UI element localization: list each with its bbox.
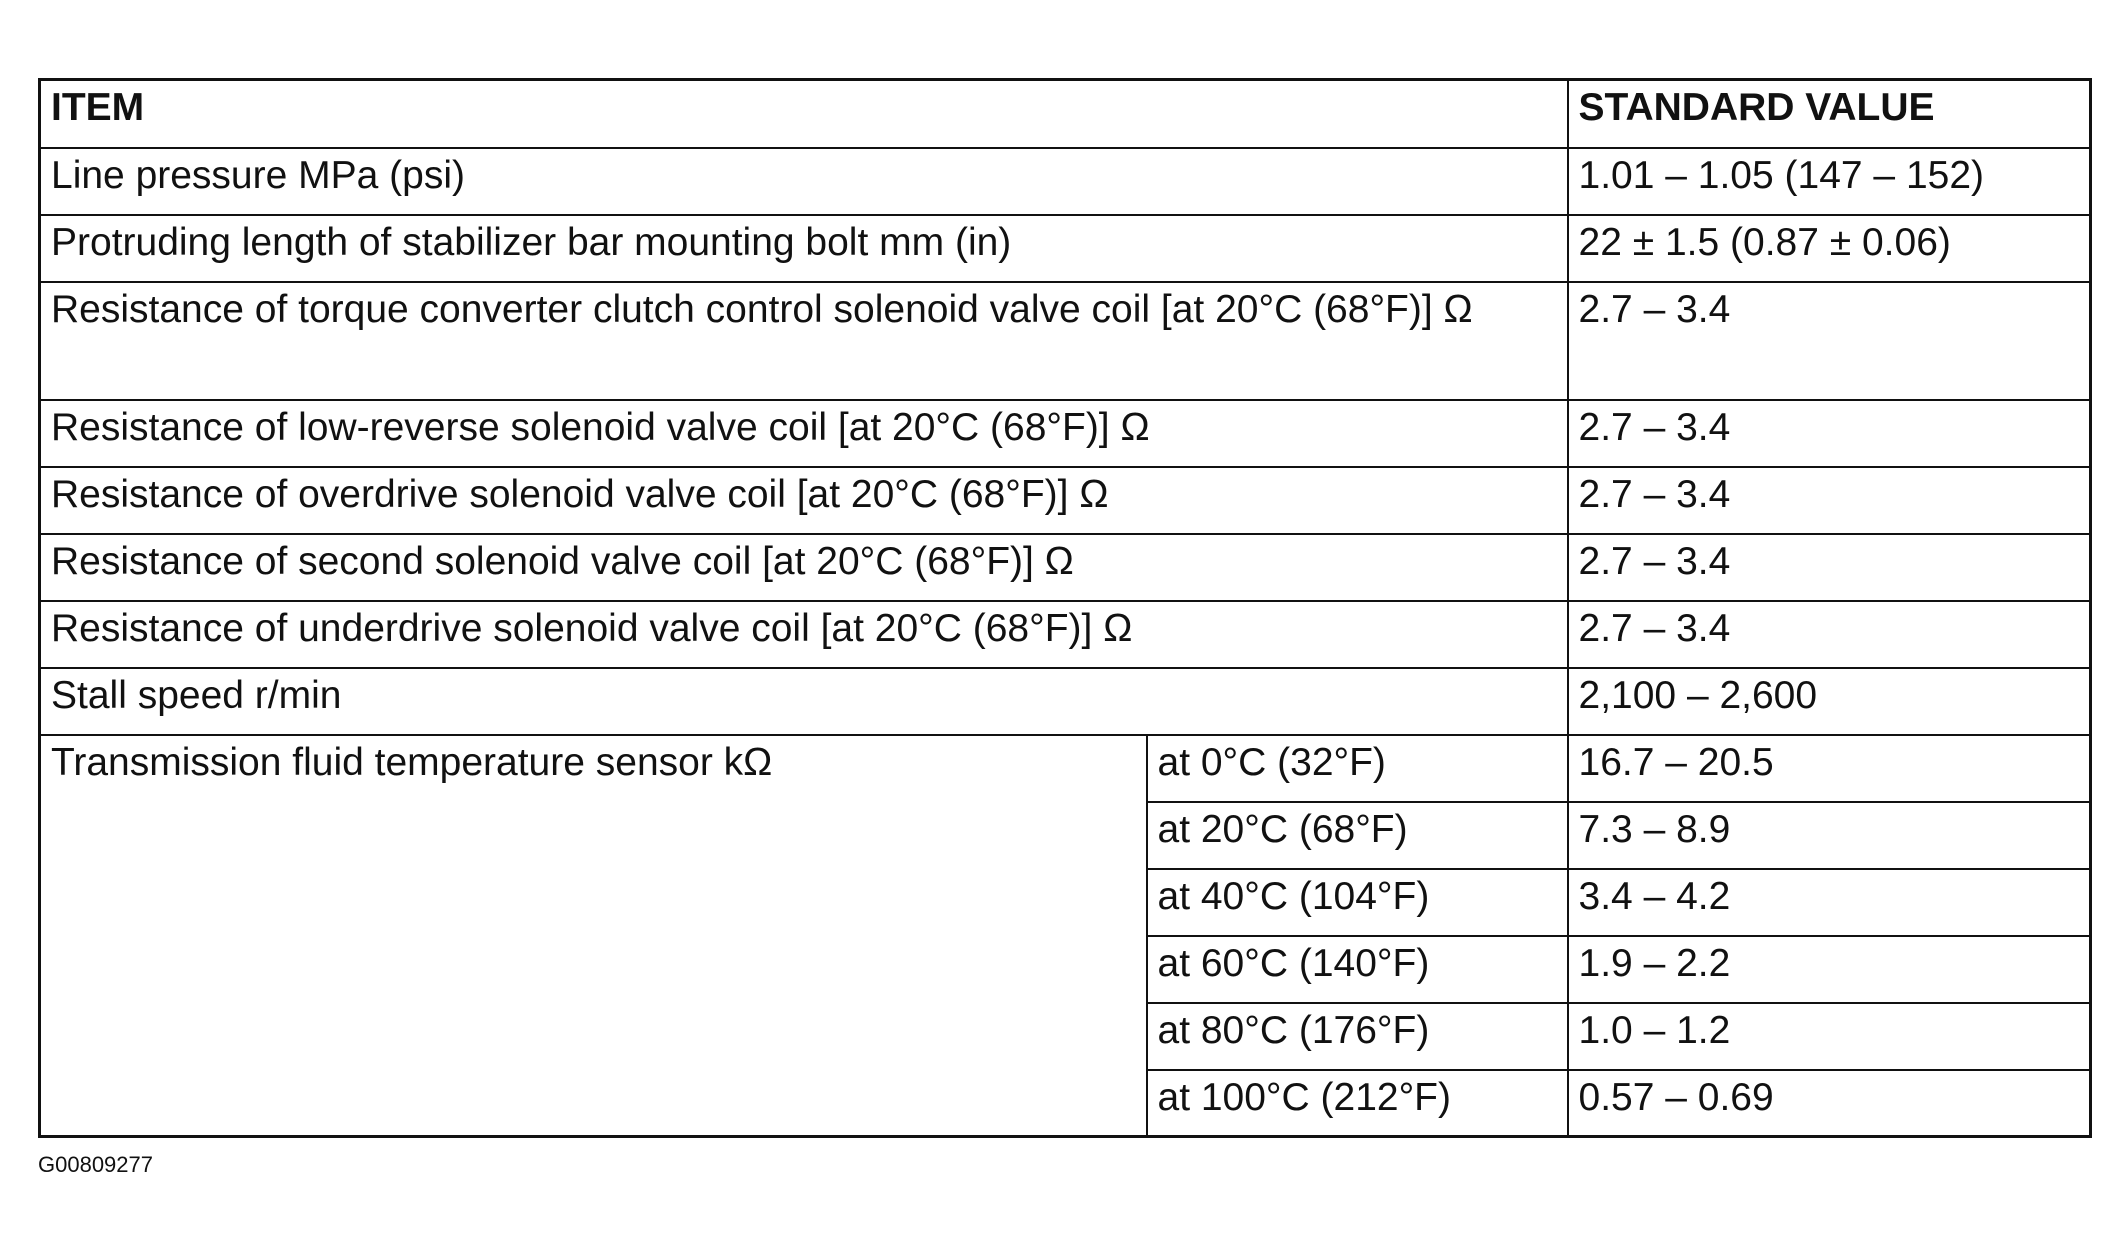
row-item: Resistance of underdrive solenoid valve coil [at 20°C (68°F)] Ω	[40, 601, 1568, 668]
table-row	[40, 148, 2091, 215]
header-standard-value: STANDARD VALUE	[1568, 80, 2091, 148]
row-item: Line pressure MPa (psi)	[40, 148, 1568, 215]
header-item: ITEM	[40, 80, 1568, 148]
sensor-value: 1.9 – 2.2	[1568, 936, 2091, 1003]
sensor-value: 16.7 – 20.5	[1568, 735, 2091, 802]
row-value: 1.01 – 1.05 (147 – 152)	[1568, 148, 2091, 215]
row-item: Stall speed r/min	[40, 668, 1568, 735]
table-row	[40, 215, 2091, 282]
table-row	[40, 735, 2091, 802]
table-row	[40, 282, 2091, 400]
sensor-condition: at 80°C (176°F)	[1147, 1003, 1568, 1070]
row-item: Protruding length of stabilizer bar mounting bolt mm (in)	[40, 215, 1568, 282]
table-row	[40, 534, 2091, 601]
sensor-condition: at 0°C (32°F)	[1147, 735, 1568, 802]
row-value: 22 ± 1.5 (0.87 ± 0.06)	[1568, 215, 2091, 282]
row-item: Resistance of overdrive solenoid valve coil [at 20°C (68°F)] Ω	[40, 467, 1568, 534]
figure-id: G00809277	[38, 1152, 153, 1177]
sensor-condition: at 100°C (212°F)	[1147, 1070, 1568, 1137]
table-row	[40, 601, 2091, 668]
row-value: 2.7 – 3.4	[1568, 400, 2091, 467]
row-value: 2,100 – 2,600	[1568, 668, 2091, 735]
sensor-value: 1.0 – 1.2	[1568, 1003, 2091, 1070]
row-value: 2.7 – 3.4	[1568, 534, 2091, 601]
sensor-condition: at 20°C (68°F)	[1147, 802, 1568, 869]
table-row	[40, 668, 2091, 735]
sensor-condition: at 40°C (104°F)	[1147, 869, 1568, 936]
row-value: 2.7 – 3.4	[1568, 282, 2091, 400]
row-value: 2.7 – 3.4	[1568, 467, 2091, 534]
specification-table	[38, 78, 2092, 1138]
row-value: 2.7 – 3.4	[1568, 601, 2091, 668]
sensor-value: 7.3 – 8.9	[1568, 802, 2091, 869]
sensor-value: 0.57 – 0.69	[1568, 1070, 2091, 1137]
sensor-condition: at 60°C (140°F)	[1147, 936, 1568, 1003]
table-header-row	[40, 80, 2091, 148]
table-row	[40, 400, 2091, 467]
sensor-value: 3.4 – 4.2	[1568, 869, 2091, 936]
sensor-item: Transmission fluid temperature sensor kΩ	[40, 735, 1147, 1137]
row-item: Resistance of torque converter clutch control solenoid valve coil [at 20°C (68°F)] Ω	[40, 282, 1568, 400]
row-item: Resistance of low-reverse solenoid valve coil [at 20°C (68°F)] Ω	[40, 400, 1568, 467]
table-row	[40, 467, 2091, 534]
row-item: Resistance of second solenoid valve coil [at 20°C (68°F)] Ω	[40, 534, 1568, 601]
